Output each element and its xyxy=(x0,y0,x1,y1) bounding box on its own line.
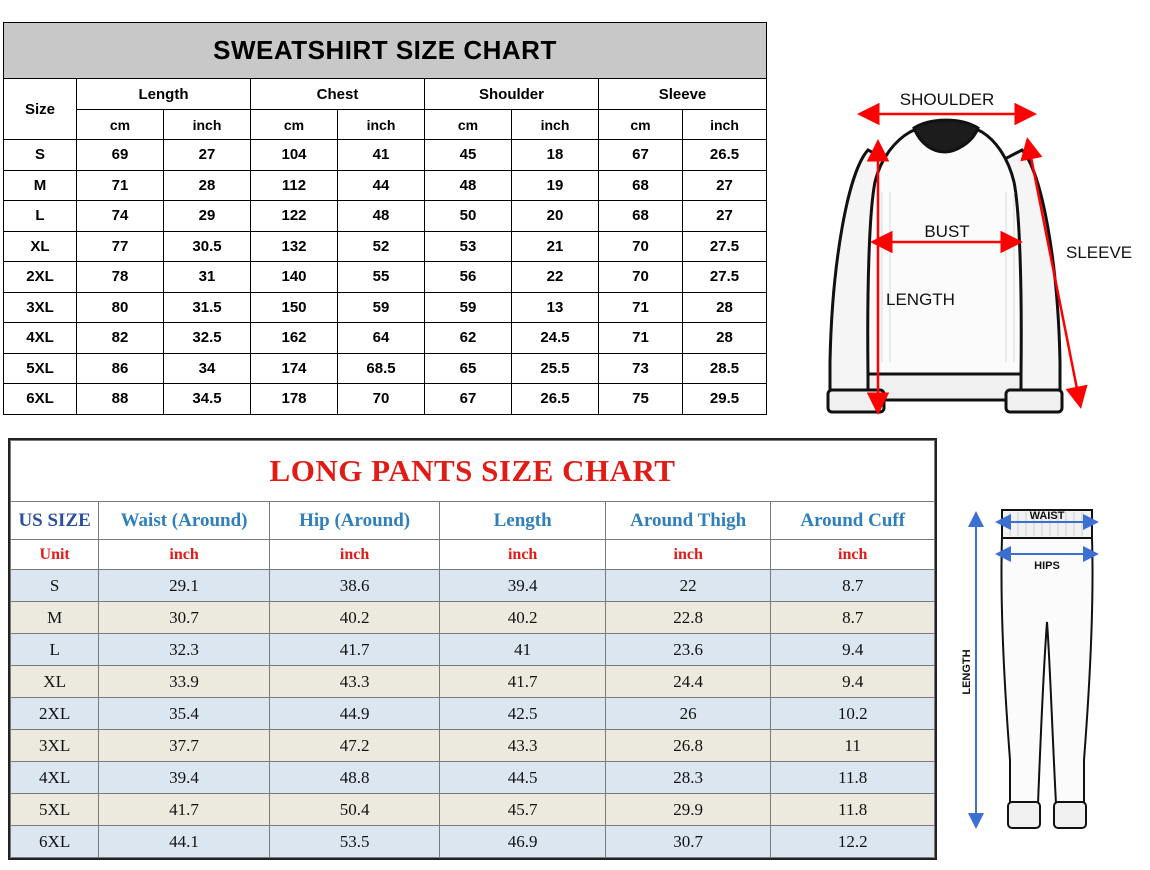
sweatshirt-cell: 24.5 xyxy=(512,323,599,354)
pants-header-row xyxy=(11,502,935,540)
sweatshirt-cell: 59 xyxy=(338,292,425,323)
waist-label: WAIST xyxy=(1029,510,1065,522)
pants-cell: 11.8 xyxy=(771,794,935,826)
sweatshirt-cell: 34.5 xyxy=(164,384,251,415)
pants-illustration xyxy=(1001,510,1092,828)
sweatshirt-cell: 5XL xyxy=(4,353,77,384)
sweatshirt-size-table xyxy=(3,22,767,415)
sweatshirt-group-length: Length xyxy=(77,79,251,110)
table-row xyxy=(11,602,935,634)
pants-cell: 22 xyxy=(605,570,771,602)
table-row xyxy=(11,666,935,698)
sweatshirt-cell: M xyxy=(4,170,77,201)
pants-header-thigh: Around Thigh xyxy=(605,502,771,540)
pants-header-cuff: Around Cuff xyxy=(771,502,935,540)
pants-unit-cell: inch xyxy=(440,540,606,570)
sweatshirt-cell: 67 xyxy=(599,140,683,171)
sweatshirt-cell: 45 xyxy=(425,140,512,171)
table-row xyxy=(4,384,767,415)
sweatshirt-cell: 162 xyxy=(251,323,338,354)
sweatshirt-cell: L xyxy=(4,201,77,232)
table-row xyxy=(4,231,767,262)
sweatshirt-cell: 2XL xyxy=(4,262,77,293)
sweatshirt-cell: 104 xyxy=(251,140,338,171)
sweatshirt-cell: 65 xyxy=(425,353,512,384)
pants-header-length: Length xyxy=(440,502,606,540)
sweatshirt-unit-cell: inch xyxy=(683,110,767,140)
sweatshirt-cell: 77 xyxy=(77,231,164,262)
table-row xyxy=(4,323,767,354)
pants-unit-label: Unit xyxy=(11,540,99,570)
pants-chart-title: LONG PANTS SIZE CHART xyxy=(11,441,935,502)
pants-cell: 33.9 xyxy=(99,666,270,698)
sweatshirt-cell: 112 xyxy=(251,170,338,201)
sweatshirt-cell: 27 xyxy=(683,170,767,201)
sweatshirt-title-row xyxy=(4,23,767,79)
sweatshirt-cell: 41 xyxy=(338,140,425,171)
pants-cell: 40.2 xyxy=(269,602,440,634)
sweatshirt-cell: 55 xyxy=(338,262,425,293)
pants-cell: 11 xyxy=(771,730,935,762)
pants-cell: 4XL xyxy=(11,762,99,794)
sweatshirt-cell: 70 xyxy=(338,384,425,415)
pants-unit-row xyxy=(11,540,935,570)
pants-cell: 9.4 xyxy=(771,634,935,666)
pants-measurement-diagram xyxy=(940,492,1145,852)
pants-cell: 39.4 xyxy=(99,762,270,794)
table-row xyxy=(11,570,935,602)
sweatshirt-cell: 71 xyxy=(599,323,683,354)
sweatshirt-unit-row xyxy=(4,110,767,140)
pants-cell: 46.9 xyxy=(440,826,606,858)
sweatshirt-unit-cell: cm xyxy=(599,110,683,140)
pants-cell: 48.8 xyxy=(269,762,440,794)
sweatshirt-cell: 86 xyxy=(77,353,164,384)
sweatshirt-cell: 26.5 xyxy=(683,140,767,171)
sweatshirt-cell: 6XL xyxy=(4,384,77,415)
sweatshirt-cell: 48 xyxy=(425,170,512,201)
pants-unit-cell: inch xyxy=(771,540,935,570)
sweatshirt-group-shoulder: Shoulder xyxy=(425,79,599,110)
sweatshirt-cell: 78 xyxy=(77,262,164,293)
pants-cell: S xyxy=(11,570,99,602)
pants-cell: 26 xyxy=(605,698,771,730)
sweatshirt-cell: 20 xyxy=(512,201,599,232)
sweatshirt-unit-cell: inch xyxy=(338,110,425,140)
sweatshirt-unit-cell: inch xyxy=(164,110,251,140)
pants-cell: 39.4 xyxy=(440,570,606,602)
sweatshirt-cell: 4XL xyxy=(4,323,77,354)
sweatshirt-cell: 18 xyxy=(512,140,599,171)
sweatshirt-cell: 73 xyxy=(599,353,683,384)
sweatshirt-chart-title: SWEATSHIRT SIZE CHART xyxy=(4,23,767,79)
pants-cell: 8.7 xyxy=(771,602,935,634)
sweatshirt-unit-cell: cm xyxy=(77,110,164,140)
sweatshirt-illustration xyxy=(828,120,1062,412)
pants-cell: 44.9 xyxy=(269,698,440,730)
sweatshirt-cell: 70 xyxy=(599,231,683,262)
sweatshirt-cell: 178 xyxy=(251,384,338,415)
sweatshirt-cell: XL xyxy=(4,231,77,262)
sweatshirt-cell: 56 xyxy=(425,262,512,293)
pants-header-hip: Hip (Around) xyxy=(269,502,440,540)
table-row xyxy=(11,730,935,762)
sweatshirt-cell: 26.5 xyxy=(512,384,599,415)
sweatshirt-unit-cell: cm xyxy=(425,110,512,140)
sweatshirt-unit-cell: inch xyxy=(512,110,599,140)
hips-label: HIPS xyxy=(1034,560,1060,572)
sweatshirt-cell: 28 xyxy=(164,170,251,201)
table-row xyxy=(4,170,767,201)
sweatshirt-cell: 25.5 xyxy=(512,353,599,384)
pants-cell: 11.8 xyxy=(771,762,935,794)
table-row xyxy=(11,762,935,794)
sweatshirt-cell: 71 xyxy=(599,292,683,323)
pants-cell: 24.4 xyxy=(605,666,771,698)
pants-title-row xyxy=(11,441,935,502)
sweatshirt-cell: 27 xyxy=(683,201,767,232)
sweatshirt-cell: 82 xyxy=(77,323,164,354)
sweatshirt-cell: 21 xyxy=(512,231,599,262)
sweatshirt-group-header-row xyxy=(4,79,767,110)
sweatshirt-group-sleeve: Sleeve xyxy=(599,79,767,110)
table-row xyxy=(4,201,767,232)
sweatshirt-cell: 28.5 xyxy=(683,353,767,384)
pants-cell: 3XL xyxy=(11,730,99,762)
pants-cell: 38.6 xyxy=(269,570,440,602)
sweatshirt-cell: 28 xyxy=(683,292,767,323)
sweatshirt-size-header: Size xyxy=(4,79,77,140)
sweatshirt-cell: 19 xyxy=(512,170,599,201)
pants-cell: 40.2 xyxy=(440,602,606,634)
pants-cell: 26.8 xyxy=(605,730,771,762)
sweatshirt-group-chest: Chest xyxy=(251,79,425,110)
sweatshirt-cell: 52 xyxy=(338,231,425,262)
table-row xyxy=(11,634,935,666)
bust-label: BUST xyxy=(924,222,970,241)
sweatshirt-cell: S xyxy=(4,140,77,171)
sweatshirt-cell: 27.5 xyxy=(683,262,767,293)
sweatshirt-cell: 75 xyxy=(599,384,683,415)
pants-unit-cell: inch xyxy=(99,540,270,570)
sweatshirt-cell: 80 xyxy=(77,292,164,323)
sweatshirt-cell: 150 xyxy=(251,292,338,323)
table-row xyxy=(4,292,767,323)
pants-cell: 12.2 xyxy=(771,826,935,858)
sweatshirt-cell: 70 xyxy=(599,262,683,293)
pants-cell: 53.5 xyxy=(269,826,440,858)
sweatshirt-measurement-diagram xyxy=(790,62,1145,422)
pants-cell: 32.3 xyxy=(99,634,270,666)
length-label: LENGTH xyxy=(886,290,955,309)
pants-cell: 30.7 xyxy=(99,602,270,634)
sweatshirt-cell: 3XL xyxy=(4,292,77,323)
pants-length-label: LENGTH xyxy=(961,649,973,695)
sweatshirt-cell: 122 xyxy=(251,201,338,232)
sweatshirt-cell: 71 xyxy=(77,170,164,201)
sweatshirt-cell: 59 xyxy=(425,292,512,323)
table-row xyxy=(11,794,935,826)
sweatshirt-cell: 44 xyxy=(338,170,425,201)
pants-cell: 2XL xyxy=(11,698,99,730)
pants-cell: 30.7 xyxy=(605,826,771,858)
pants-cell: 6XL xyxy=(11,826,99,858)
sweatshirt-cell: 22 xyxy=(512,262,599,293)
sweatshirt-size-chart-section xyxy=(0,22,1150,422)
pants-cell: 41.7 xyxy=(269,634,440,666)
shoulder-label: SHOULDER xyxy=(899,90,995,109)
table-row xyxy=(11,698,935,730)
sweatshirt-cell: 174 xyxy=(251,353,338,384)
pants-cell: 8.7 xyxy=(771,570,935,602)
sweatshirt-cell: 29.5 xyxy=(683,384,767,415)
sweatshirt-cell: 67 xyxy=(425,384,512,415)
pants-cell: XL xyxy=(11,666,99,698)
sweatshirt-cell: 27.5 xyxy=(683,231,767,262)
sweatshirt-cell: 132 xyxy=(251,231,338,262)
sweatshirt-cell: 69 xyxy=(77,140,164,171)
table-row xyxy=(11,826,935,858)
sweatshirt-cell: 32.5 xyxy=(164,323,251,354)
pants-cell: 37.7 xyxy=(99,730,270,762)
pants-cell: 43.3 xyxy=(269,666,440,698)
pants-cell: 50.4 xyxy=(269,794,440,826)
sweatshirt-cell: 140 xyxy=(251,262,338,293)
sweatshirt-cell: 88 xyxy=(77,384,164,415)
sweatshirt-cell: 31 xyxy=(164,262,251,293)
sweatshirt-unit-cell: cm xyxy=(251,110,338,140)
pants-cell: 29.9 xyxy=(605,794,771,826)
pants-cell: 10.2 xyxy=(771,698,935,730)
pants-size-table xyxy=(10,440,935,858)
pants-unit-cell: inch xyxy=(605,540,771,570)
sweatshirt-cell: 29 xyxy=(164,201,251,232)
pants-header-us-size: US SIZE xyxy=(11,502,99,540)
pants-cell: 47.2 xyxy=(269,730,440,762)
pants-table-container xyxy=(8,438,937,860)
pants-cell: 29.1 xyxy=(99,570,270,602)
pants-cell: 44.1 xyxy=(99,826,270,858)
sweatshirt-cell: 31.5 xyxy=(164,292,251,323)
pants-cell: 9.4 xyxy=(771,666,935,698)
table-row xyxy=(4,353,767,384)
sweatshirt-cell: 30.5 xyxy=(164,231,251,262)
pants-cell: 41.7 xyxy=(440,666,606,698)
pants-cell: M xyxy=(11,602,99,634)
table-row xyxy=(4,262,767,293)
sweatshirt-cell: 74 xyxy=(77,201,164,232)
pants-header-waist: Waist (Around) xyxy=(99,502,270,540)
sweatshirt-cell: 64 xyxy=(338,323,425,354)
pants-cell: 42.5 xyxy=(440,698,606,730)
sweatshirt-cell: 68.5 xyxy=(338,353,425,384)
pants-cell: 22.8 xyxy=(605,602,771,634)
sweatshirt-cell: 50 xyxy=(425,201,512,232)
pants-cell: 28.3 xyxy=(605,762,771,794)
pants-unit-cell: inch xyxy=(269,540,440,570)
sweatshirt-cell: 48 xyxy=(338,201,425,232)
table-row xyxy=(4,140,767,171)
sweatshirt-cell: 53 xyxy=(425,231,512,262)
sweatshirt-cell: 13 xyxy=(512,292,599,323)
pants-cell: 23.6 xyxy=(605,634,771,666)
pants-cell: 41.7 xyxy=(99,794,270,826)
pants-cell: 43.3 xyxy=(440,730,606,762)
sweatshirt-cell: 28 xyxy=(683,323,767,354)
pants-cell: 5XL xyxy=(11,794,99,826)
pants-cell: 35.4 xyxy=(99,698,270,730)
sweatshirt-cell: 34 xyxy=(164,353,251,384)
pants-cell: L xyxy=(11,634,99,666)
pants-cell: 45.7 xyxy=(440,794,606,826)
pants-cell: 41 xyxy=(440,634,606,666)
sweatshirt-table-container xyxy=(3,22,766,415)
sleeve-label: SLEEVE xyxy=(1066,243,1133,262)
sweatshirt-cell: 68 xyxy=(599,201,683,232)
sweatshirt-cell: 68 xyxy=(599,170,683,201)
long-pants-size-chart-section xyxy=(0,432,1150,857)
sweatshirt-cell: 62 xyxy=(425,323,512,354)
pants-cell: 44.5 xyxy=(440,762,606,794)
sweatshirt-cell: 27 xyxy=(164,140,251,171)
